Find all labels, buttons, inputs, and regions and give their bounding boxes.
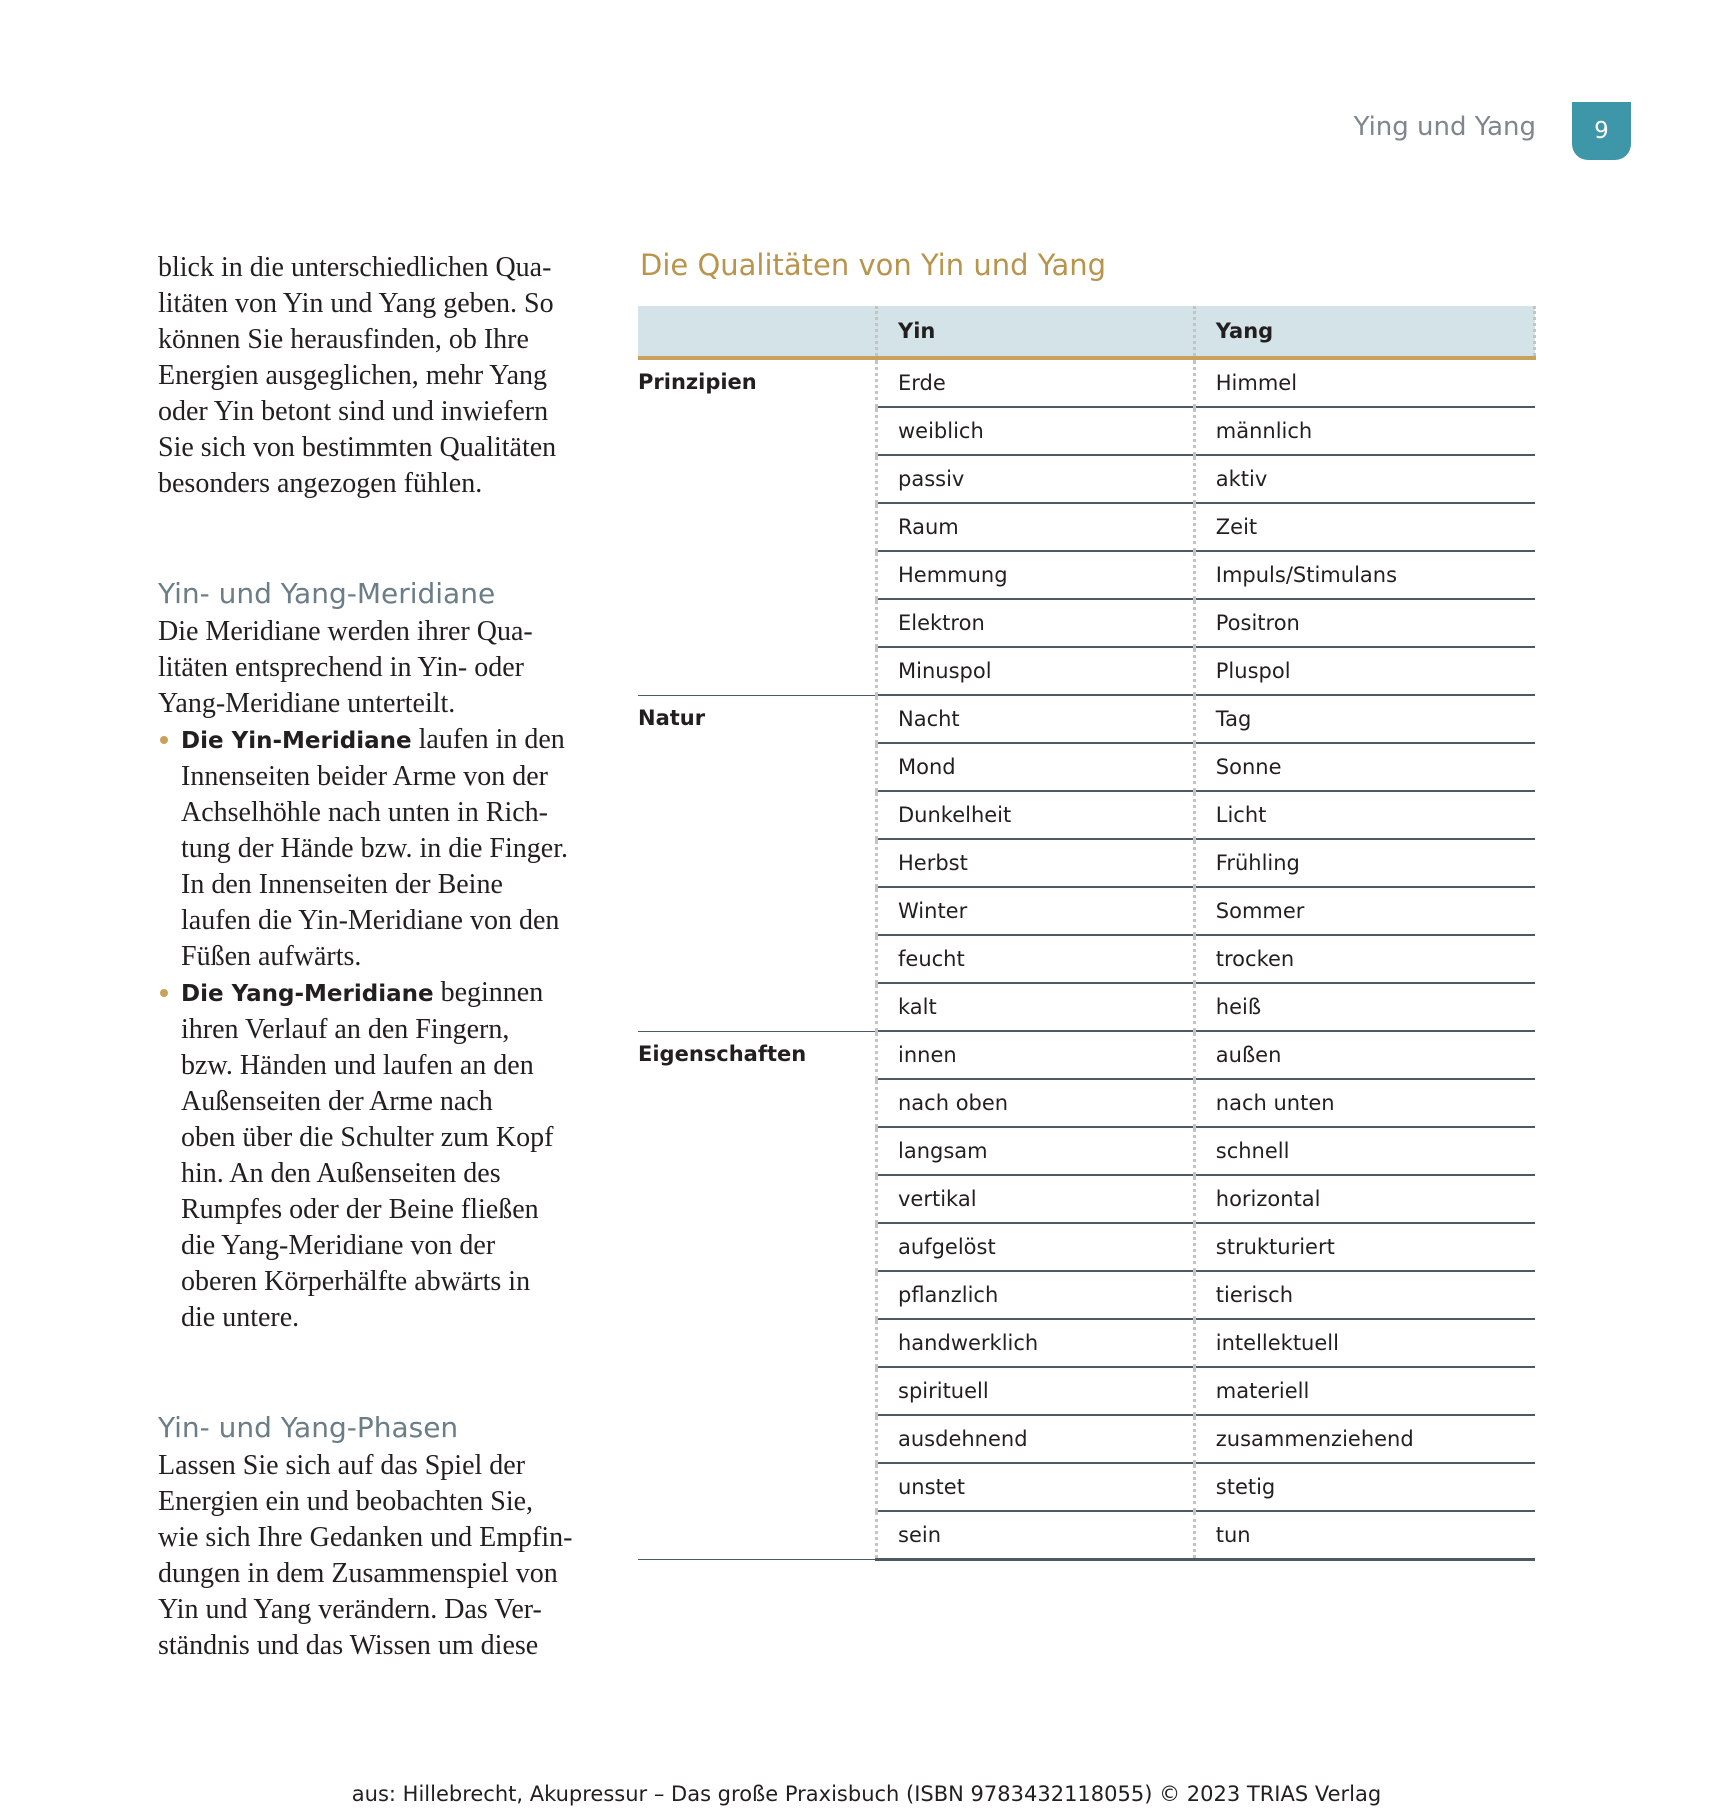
yin-cell: Elektron <box>877 599 1195 647</box>
text-line: Yang-Meridiane unterteilt. <box>158 688 456 719</box>
table-body <box>638 358 1535 1560</box>
yang-cell: aktiv <box>1194 455 1534 503</box>
section-heading-meridiane: Yin- und Yang-Meridiane <box>158 577 496 610</box>
yin-cell: unstet <box>877 1463 1195 1511</box>
text-line: blick in die unterschiedlichen Qua- <box>158 252 552 283</box>
yin-cell: Dunkelheit <box>877 791 1195 839</box>
header-yin: Yin <box>877 306 1195 358</box>
text-line: Die Meridiane werden ihrer Qua- <box>158 616 533 647</box>
yang-cell: strukturiert <box>1194 1223 1534 1271</box>
table-row <box>638 1031 1535 1079</box>
qualities-table <box>638 306 1536 1561</box>
text-line: oberen Körperhälfte abwärts in <box>181 1266 531 1297</box>
yang-cell: Sonne <box>1194 743 1534 791</box>
yin-cell: Hemmung <box>877 551 1195 599</box>
yin-cell: Winter <box>877 887 1195 935</box>
yang-cell: Positron <box>1194 599 1534 647</box>
running-title: Ying und Yang <box>1353 112 1536 142</box>
table-header-row <box>638 306 1535 358</box>
yin-cell: nach oben <box>877 1079 1195 1127</box>
yin-cell: Raum <box>877 503 1195 551</box>
text-line: hin. An den Außenseiten des <box>181 1158 501 1189</box>
yang-cell: Pluspol <box>1194 647 1534 695</box>
text-line: die untere. <box>181 1302 300 1333</box>
text-line: Yin und Yang verändern. Das Ver- <box>158 1594 542 1625</box>
meridiane-intro-paragraph <box>158 614 578 722</box>
text-line: litäten entsprechend in Yin- oder <box>158 652 524 683</box>
yin-cell: weiblich <box>877 407 1195 455</box>
yang-cell: tierisch <box>1194 1271 1534 1319</box>
bullet-text: beginnen <box>433 977 544 1008</box>
yang-cell: materiell <box>1194 1367 1534 1415</box>
yin-cell: sein <box>877 1511 1195 1560</box>
text-line: Außenseiten der Arme nach <box>181 1086 493 1117</box>
yin-cell: langsam <box>877 1127 1195 1175</box>
bullet-bold-term: Die Yin-Meridiane <box>181 728 412 754</box>
yin-cell: aufgelöst <box>877 1223 1195 1271</box>
text-line: wie sich Ihre Gedanken und Empfin- <box>158 1522 573 1553</box>
yang-cell: außen <box>1194 1031 1534 1079</box>
text-line: Lassen Sie sich auf das Spiel der <box>158 1450 526 1481</box>
yin-cell: Herbst <box>877 839 1195 887</box>
category-cell: Prinzipien <box>638 358 877 695</box>
yang-cell: tun <box>1194 1511 1534 1560</box>
yang-cell: zusammenziehend <box>1194 1415 1534 1463</box>
left-column <box>158 250 578 1664</box>
text-line: die Yang-Meridiane von der <box>181 1230 496 1261</box>
text-line: Energien ein und beobachten Sie, <box>158 1486 534 1517</box>
yin-cell: Nacht <box>877 695 1195 743</box>
bullet-item <box>158 722 578 975</box>
text-line: dungen in dem Zusammenspiel von <box>158 1558 558 1589</box>
header-category <box>638 306 877 358</box>
bullet-dot-icon <box>160 989 168 997</box>
category-cell: Natur <box>638 695 877 1031</box>
text-line: Füßen aufwärts. <box>181 941 362 972</box>
table-row <box>638 358 1535 407</box>
text-line: Energien ausgeglichen, mehr Yang <box>158 360 548 391</box>
meridiane-bullet-list <box>158 722 578 1336</box>
text-line: tung der Hände bzw. in die Finger. <box>181 833 568 864</box>
text-line: ständnis und das Wissen um diese <box>158 1630 539 1661</box>
section-heading-phasen: Yin- und Yang-Phasen <box>158 1411 459 1444</box>
bullet-first-line <box>181 975 578 1012</box>
yang-cell: heiß <box>1194 983 1534 1031</box>
text-line: laufen die Yin-Meridiane von den <box>181 905 560 936</box>
footer-citation: aus: Hillebrecht, Akupressur – Das große Praxisbuch (ISBN 9783432118055) © 2023 TRIAS Verlag <box>351 1782 1382 1806</box>
yang-cell: schnell <box>1194 1127 1534 1175</box>
yin-cell: innen <box>877 1031 1195 1079</box>
yin-cell: feucht <box>877 935 1195 983</box>
yin-cell: kalt <box>877 983 1195 1031</box>
yin-cell: Mond <box>877 743 1195 791</box>
text-line: In den Innenseiten der Beine <box>181 869 503 900</box>
yang-cell: horizontal <box>1194 1175 1534 1223</box>
header-yang: Yang <box>1194 306 1534 358</box>
yang-cell: Tag <box>1194 695 1534 743</box>
yin-cell: Erde <box>877 358 1195 407</box>
bullet-text: laufen in den <box>411 724 565 755</box>
text-line: oder Yin betont sind und inwiefern <box>158 396 549 427</box>
yang-cell: Frühling <box>1194 839 1534 887</box>
yin-cell: ausdehnend <box>877 1415 1195 1463</box>
text-line: litäten von Yin und Yang geben. So <box>158 288 554 319</box>
table-title: Die Qualitäten von Yin und Yang <box>640 248 1106 282</box>
yin-cell: handwerklich <box>877 1319 1195 1367</box>
text-line: besonders angezogen fühlen. <box>158 468 483 499</box>
bullet-first-line <box>181 722 578 759</box>
text-line: Innenseiten beider Arme von der <box>181 761 548 792</box>
yang-cell: nach unten <box>1194 1079 1534 1127</box>
yang-cell: intellektuell <box>1194 1319 1534 1367</box>
yang-cell: Zeit <box>1194 503 1534 551</box>
yang-cell: trocken <box>1194 935 1534 983</box>
bullet-bold-term: Die Yang-Meridiane <box>181 981 434 1007</box>
page-number-badge: 9 <box>1572 102 1631 160</box>
table-row <box>638 695 1535 743</box>
yang-cell: Impuls/Stimulans <box>1194 551 1534 599</box>
phasen-paragraph <box>158 1448 578 1664</box>
text-line: bzw. Händen und laufen an den <box>181 1050 534 1081</box>
yin-cell: Minuspol <box>877 647 1195 695</box>
text-line: oben über die Schulter zum Kopf <box>181 1122 554 1153</box>
yin-cell: passiv <box>877 455 1195 503</box>
yang-cell: männlich <box>1194 407 1534 455</box>
yang-cell: stetig <box>1194 1463 1534 1511</box>
text-line: Rumpfes oder der Beine fließen <box>181 1194 539 1225</box>
yang-cell: Himmel <box>1194 358 1534 407</box>
yin-cell: pflanzlich <box>877 1271 1195 1319</box>
yin-cell: vertikal <box>877 1175 1195 1223</box>
yang-cell: Licht <box>1194 791 1534 839</box>
yang-cell: Sommer <box>1194 887 1534 935</box>
text-line: Achselhöhle nach unten in Rich- <box>181 797 549 828</box>
intro-paragraph <box>158 250 578 502</box>
text-line: ihren Verlauf an den Fingern, <box>181 1014 510 1045</box>
bullet-dot-icon <box>160 736 168 744</box>
yin-cell: spirituell <box>877 1367 1195 1415</box>
category-cell: Eigenschaften <box>638 1031 877 1560</box>
bullet-item <box>158 975 578 1336</box>
text-line: können Sie herausfinden, ob Ihre <box>158 324 529 355</box>
text-line: Sie sich von bestimmten Qualitäten <box>158 432 557 463</box>
